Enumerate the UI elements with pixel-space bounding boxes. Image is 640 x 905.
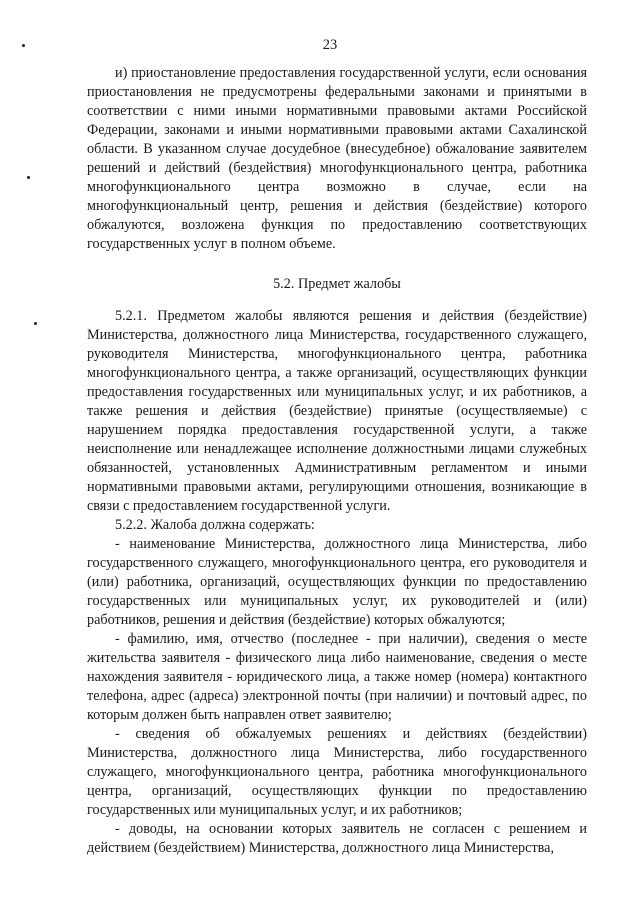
section-heading: 5.2. Предмет жалобы xyxy=(273,276,401,292)
paragraph-5-2-2: 5.2.2. Жалоба должна содержать: xyxy=(115,517,315,533)
scan-mark xyxy=(34,322,37,325)
list-item-name: - наименование Министерства, должностного лица Министерства, либо государственного служащего, многофункционального центра, его руководителя и (или) работника, организаций, осуществляющих функции по предоставлению государственных или муниципальных услуг, их руководителей и (или) работников, решения и действия (бездействие) которых обжалуются; xyxy=(87,536,587,628)
list-item-applicant: - фамилию, имя, отчество (последнее - при наличии), сведения о месте жительства заявителя - физического лица либо наименование, сведения о месте нахождения заявителя - юридического лица, а также номер (номера) контактного телефона, адрес (адреса) электронной почты (при наличии) и почтовый адрес, по которым должен быть направлен ответ заявителю; xyxy=(87,631,587,723)
document-body xyxy=(87,64,587,858)
page-number: 23 xyxy=(322,37,338,53)
paragraph-5-2-1: 5.2.1. Предметом жалобы являются решения и действия (бездействие) Министерства, должностного лица Министерства, государственного служащего, руководителя Министерства, многофункционального центра, работника многофункционального центра, а также организаций, осуществляющих функции предоставления государственных или муниципальных услуг, и их работников, а также решения и действия (бездействие) принятые (осуществляемые) с нарушением порядка предоставления государственной услуги, а также неисполнение или ненадлежащее исполнение должностными лицами служебных обязанностей, установленных Административным регламентом и иными нормативными правовыми актами, регулирующими отношения, возникающие в связи с предоставлением государственной услуги. xyxy=(87,308,587,514)
list-item-arguments: - доводы, на основании которых заявитель не согласен с решением и действием (бездействием) Министерства, должностного лица Министерства, xyxy=(87,821,587,856)
list-item-decisions: - сведения об обжалуемых решениях и действиях (бездействии) Министерства, должностного лица Министерства, либо государственного служащего, многофункционального центра, работника многофункционального центра, организаций, осуществляющих функции по предоставлению государственных или муниципальных услуг, и их работников; xyxy=(87,726,587,818)
paragraph-item-i: и) приостановление предоставления государственной услуги, если основания приостановления не предусмотрены федеральными законами и принятыми в соответствии с ними иными нормативными правовыми актами Российской Федерации, законами и иными нормативными правовыми актами Сахалинской области. В указанном случае досудебное (внесудебное) обжалование заявителем решений и действий (бездействия) многофункционального центра, работника многофункционального центра возможно в случае, если на многофункциональный центр, решения и действия (бездействие) которого обжалуются, возложена функция по предоставлению соответствующих государственных услуг в полном объеме. xyxy=(87,65,587,252)
scan-mark xyxy=(27,176,30,179)
